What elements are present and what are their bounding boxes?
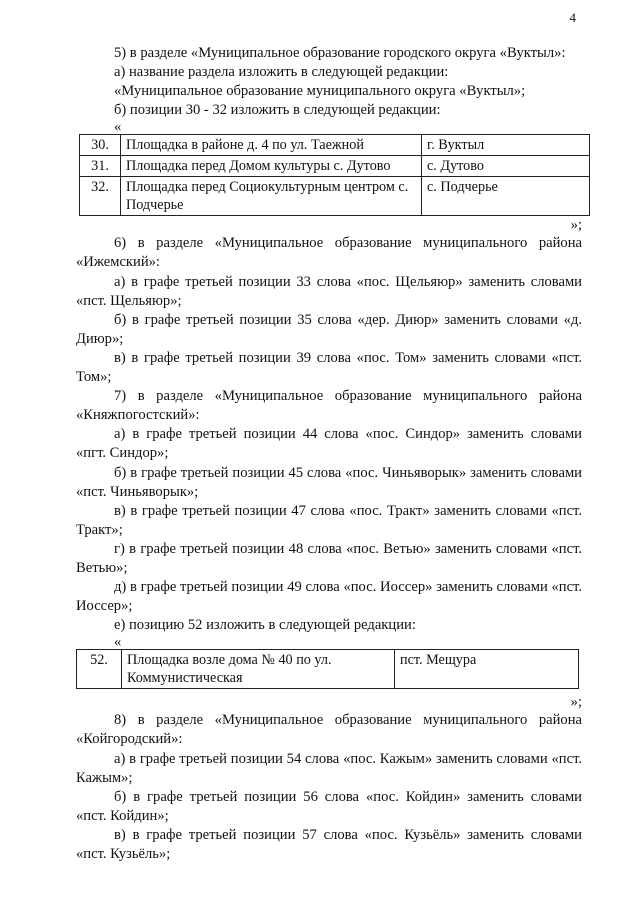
- item-6a: а) в графе третьей позиции 33 слова «пос. Щельяюр» заменить словами «пст. Щельяюр»;: [76, 273, 582, 309]
- document-body: [76, 44, 582, 864]
- quote-open: «: [114, 119, 122, 136]
- quote-close: »;: [570, 694, 582, 711]
- item-8c: в) в графе третьей позиции 57 слова «пос. Кузьёль» заменить словами «пст. Кузьёль»;: [76, 826, 582, 862]
- item-5a-text: «Муниципальное образование муниципального округа «Вуктыл»;: [114, 83, 526, 100]
- item-7a: а) в графе третьей позиции 44 слова «пос. Синдор» заменить словами «пгт. Синдор»;: [76, 426, 582, 462]
- position-number: 31.: [80, 156, 121, 177]
- position-description: Площадка перед Социокультурным центром с. Подчерье: [121, 177, 422, 216]
- item-8b: б) в графе третьей позиции 56 слова «пос. Койдин» заменить словами «пст. Койдин»;: [76, 788, 582, 824]
- positions-table-52: [76, 649, 579, 689]
- position-number: 30.: [80, 135, 121, 156]
- item-5: 5) в разделе «Муниципальное образование городского округа «Вуктыл»:: [114, 45, 566, 61]
- item-5a: а) название раздела изложить в следующей редакции:: [114, 64, 449, 81]
- quote-close: »;: [570, 217, 582, 234]
- item-7f: е) позицию 52 изложить в следующей редакции:: [114, 617, 416, 634]
- positions-table-30-32: [79, 134, 590, 216]
- table-row: [80, 135, 590, 156]
- item-7e: д) в графе третьей позиции 49 слова «пос. Иоссер» заменить словами «пст. Иоссер»;: [76, 579, 582, 615]
- position-locality: с. Дутово: [422, 156, 590, 177]
- position-description: Площадка перед Домом культуры с. Дутово: [121, 156, 422, 177]
- position-number: 52.: [77, 650, 122, 689]
- item-7b: б) в графе третьей позиции 45 слова «пос. Чиньяворык» заменить словами «пст. Чиньяворык»;: [76, 464, 582, 500]
- item-8: 8) в разделе «Муниципальное образование муниципального района «Койгородский»:: [76, 712, 582, 748]
- position-description: Площадка в районе д. 4 по ул. Таежной: [121, 135, 422, 156]
- position-number: 32.: [80, 177, 121, 216]
- table-row: [77, 650, 579, 689]
- position-locality: г. Вуктыл: [422, 135, 590, 156]
- position-locality: с. Подчерье: [422, 177, 590, 216]
- item-7d: г) в графе третьей позиции 48 слова «пос. Ветью» заменить словами «пст. Ветью»;: [76, 540, 582, 576]
- item-7: 7) в разделе «Муниципальное образование муниципального района «Княжпогостский»:: [76, 388, 582, 424]
- item-5b: б) позиции 30 - 32 изложить в следующей редакции:: [114, 102, 441, 119]
- item-8a: а) в графе третьей позиции 54 слова «пос. Кажым» заменить словами «пст. Кажым»;: [76, 750, 582, 786]
- page-number: 4: [569, 10, 576, 25]
- quote-open: «: [114, 634, 122, 651]
- item-6: 6) в разделе «Муниципальное образование муниципального района «Ижемский»:: [76, 235, 582, 271]
- item-7c: в) в графе третьей позиции 47 слова «пос. Тракт» заменить словами «пст. Тракт»;: [76, 502, 582, 538]
- table-row: [80, 177, 590, 216]
- position-description: Площадка возле дома № 40 по ул. Коммунистическая: [122, 650, 395, 689]
- item-6b: б) в графе третьей позиции 35 слова «дер. Диюр» заменить словами «д. Диюр»;: [76, 311, 582, 347]
- table-row: [80, 156, 590, 177]
- position-locality: пст. Мещура: [395, 650, 579, 689]
- item-6c: в) в графе третьей позиции 39 слова «пос. Том» заменить словами «пст. Том»;: [76, 349, 582, 386]
